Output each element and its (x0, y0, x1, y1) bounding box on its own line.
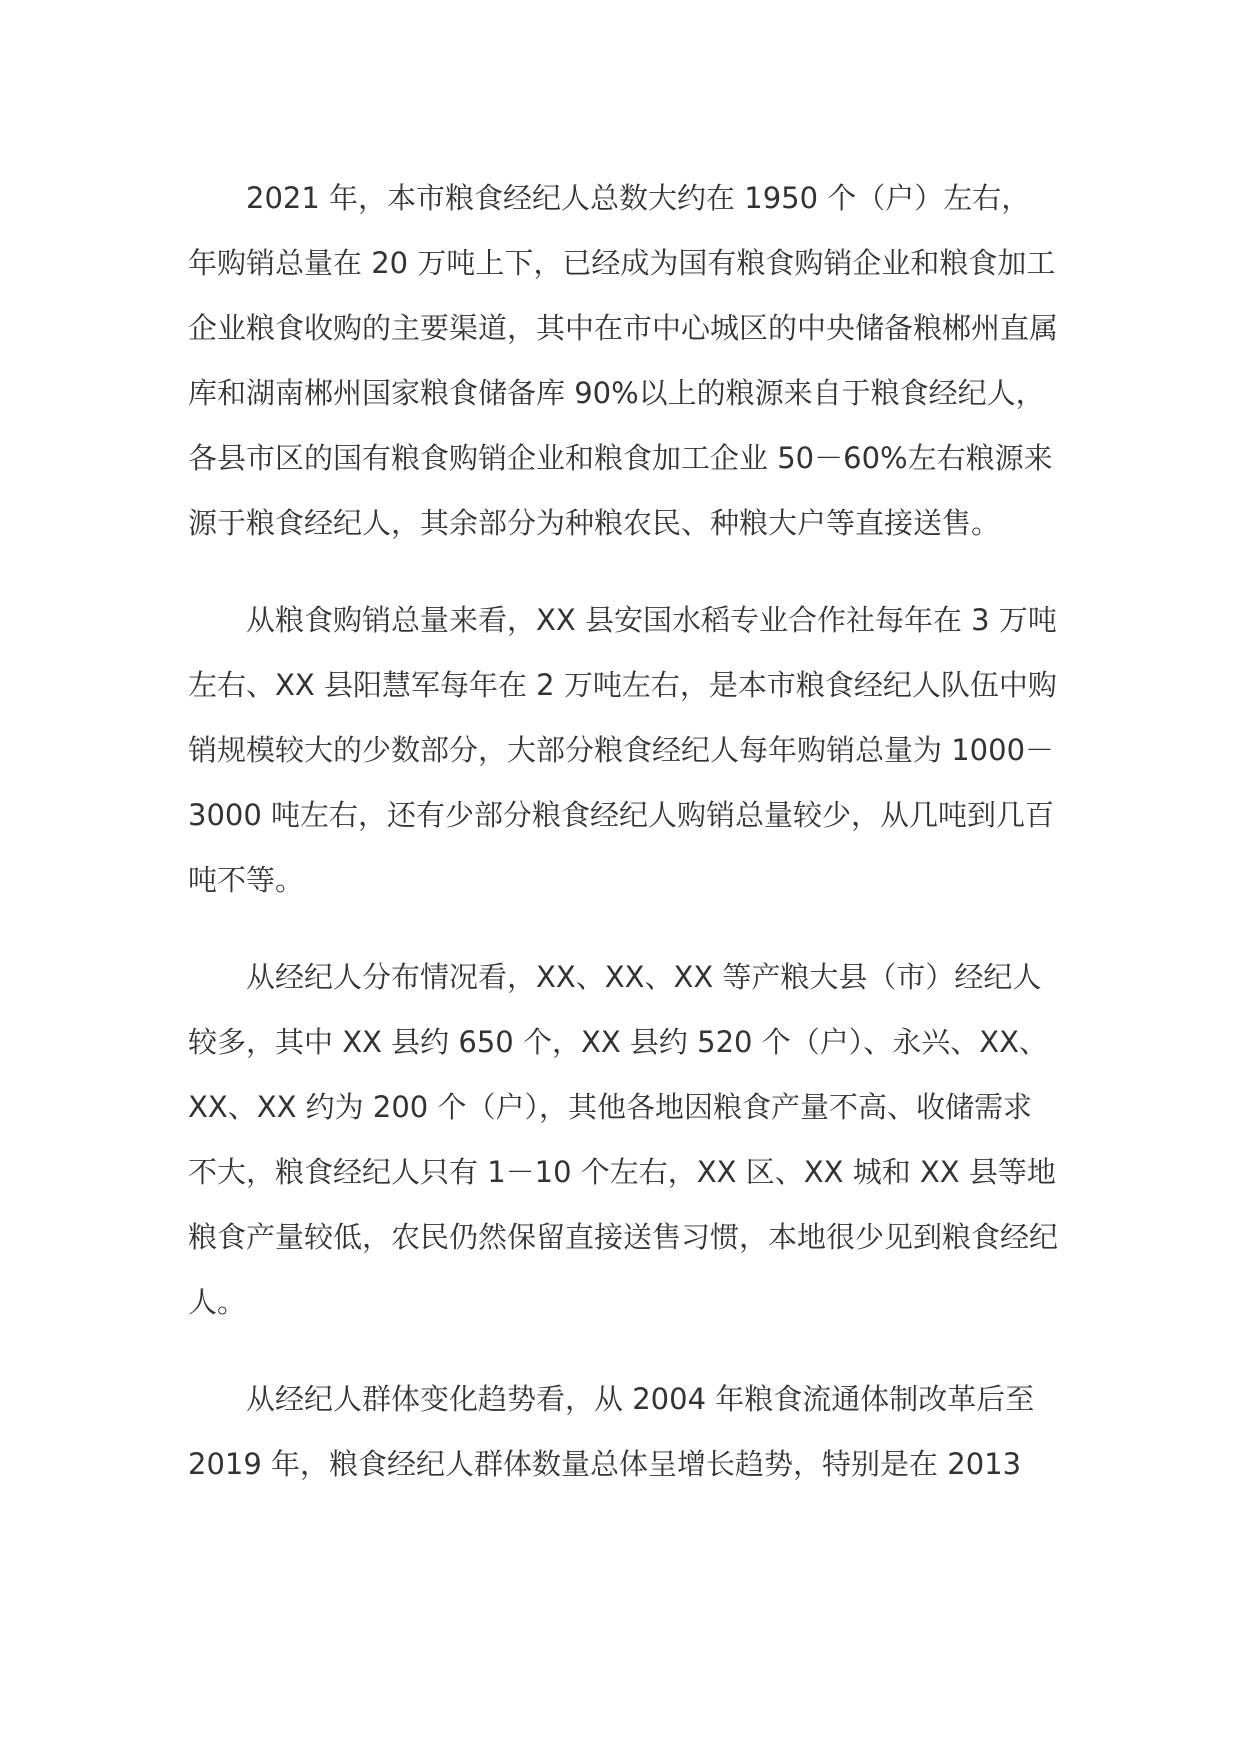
paragraph-4: 从经纪人群体变化趋势看，从 2004 年粮食流通体制改革后至 2019 年，粮食经纪人群体数量总体呈增长趋势，特别是在 2013 (188, 1382, 1035, 1481)
paragraph-3: 从经纪人分布情况看，XX、XX、XX 等产粮大县（市）经纪人较多，其中 XX 县约 650 个，XX 县约 520 个（户）、永兴、XX、XX、XX 约为 200 个（户），其他各地因粮食产量不高、收储需求不大，粮食经纪人只有 1－10 个左右，XX 区、XX 城和 XX 县等地粮食产量较低，农民仍然保留直接送售习惯，本地很少见到粮食经纪人。 (188, 960, 1059, 1319)
paragraph-1: 2021 年，本市粮食经纪人总数大约在 1950 个（户）左右，年购销总量在 20 万吨上下，已经成为国有粮食购销企业和粮食加工企业粮食收购的主要渠道，其中在市中心城区的中央储备粮郴州直属库和湖南郴州国家粮食储备库 90%以上的粮源来自于粮食经纪人，各县市区的国有粮食购销企业和粮食加工企业 50－60%左右粮源来源于粮食经纪人，其余部分为种粮农民、种粮大户等直接送售。 (188, 181, 1059, 540)
paragraph-2: 从粮食购销总量来看，XX 县安国水稻专业合作社每年在 3 万吨左右、XX 县阳慧军每年在 2 万吨左右，是本市粮食经纪人队伍中购销规模较大的少数部分，大部分粮食经纪人每年购销总量为 1000－3000 吨左右，还有少部分粮食经纪人购销总量较少，从几吨到几百吨不等。 (188, 603, 1057, 897)
document-body (188, 166, 1058, 1529)
